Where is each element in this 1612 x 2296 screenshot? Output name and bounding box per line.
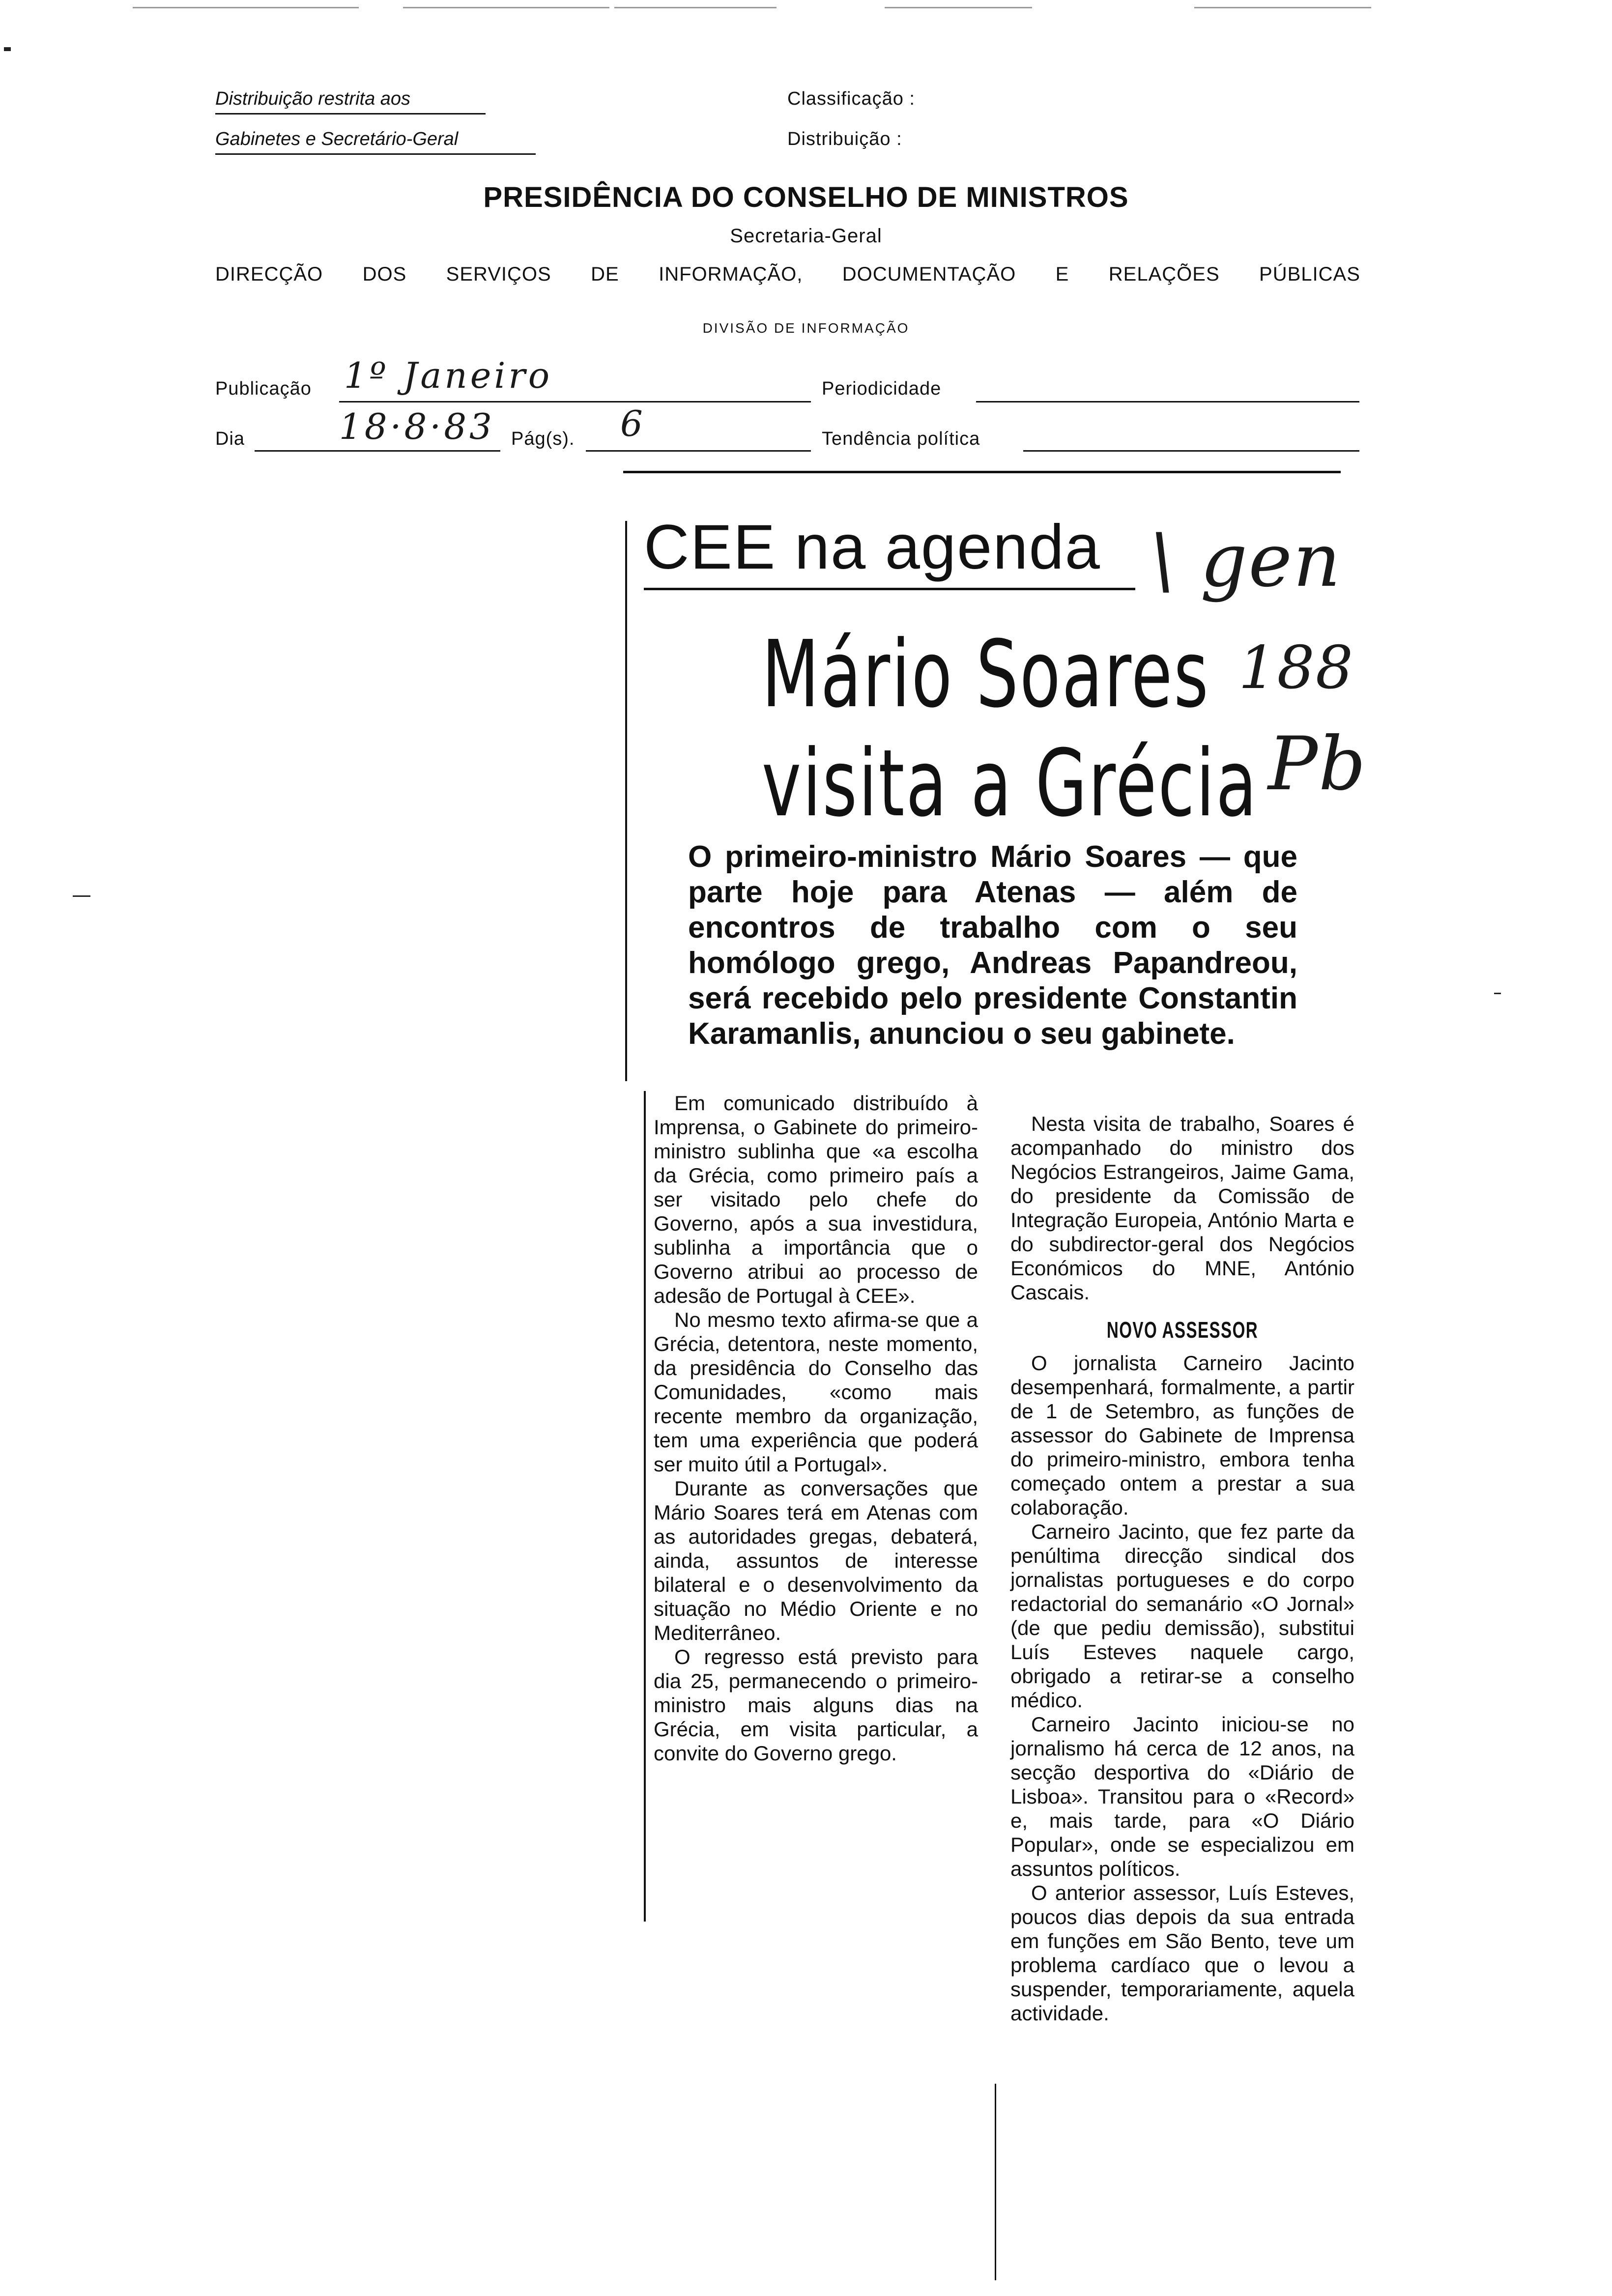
direccao-word: DIRECÇÃO: [215, 263, 323, 285]
page-title: PRESIDÊNCIA DO CONSELHO DE MINISTROS: [483, 181, 1129, 213]
divisao-label: DIVISÃO DE INFORMAÇÃO: [702, 320, 910, 336]
tendencia-label: Tendência política: [822, 429, 980, 449]
direccao-word: SERVIÇOS: [446, 263, 551, 285]
publicacao-field-line: [339, 401, 811, 402]
direccao-line: [215, 263, 1360, 286]
scan-mark: [73, 895, 90, 897]
direccao-word: DOS: [362, 263, 407, 285]
annotation-number: 188: [1238, 634, 1354, 702]
scan-rule: [885, 7, 1032, 8]
article-column-2: [1010, 1112, 1354, 2025]
pags-label: Pág(s).: [511, 429, 575, 449]
scan-rule: [403, 7, 609, 8]
column-left-rule: [644, 1091, 646, 1922]
pags-handwritten-value: 6: [620, 403, 646, 444]
direccao-word: INFORMAÇÃO,: [659, 263, 803, 285]
annotation-gen: \ gen: [1150, 518, 1342, 603]
scan-rule: [133, 7, 359, 8]
article-paragraph: Durante as conversações que Mário Soares terá em Atenas com as autoridades gregas, debaterá, ainda, assuntos de interesse bilateral e o desenvolvimento da situação no Médio Oriente e no Mediterrâneo.: [654, 1477, 978, 1644]
restricted-distribution-line2: Gabinetes e Secretário-Geral: [215, 129, 459, 149]
direccao-word: E: [1055, 263, 1069, 285]
periodicidade-label: Periodicidade: [822, 378, 942, 399]
pags-field-line: [586, 450, 811, 452]
publicacao-label: Publicação: [215, 378, 312, 399]
article-left-rule: [625, 521, 627, 1081]
article-headline: [762, 620, 1258, 838]
restricted-underline: [215, 153, 536, 155]
scan-mark: [1494, 993, 1501, 994]
dia-label: Dia: [215, 429, 245, 449]
scan-rule: [1194, 7, 1371, 8]
annotation-pb: Pb: [1268, 721, 1367, 807]
kicker-underline: [644, 588, 1135, 590]
direccao-word: DE: [591, 263, 619, 285]
page-subtitle: Secretaria-Geral: [730, 225, 882, 247]
scan-mark: [4, 47, 11, 51]
article-paragraph: O jornalista Carneiro Jacinto desempenhará, formalmente, a partir de 1 de Setembro, as funções de assessor do Gabinete de Imprensa do primeiro-ministro, embora tenha começado ontem a prestar a sua colaboração.: [1010, 1351, 1354, 1519]
article-paragraph: Carneiro Jacinto, que fez parte da penúltima direcção sindical dos jornalistas portugueses e do corpo redactorial do semanário «O Jornal» (de que pediu demissão), substitui Luís Esteves naquele cargo, obrigado a retirar-se a conselho médico.: [1010, 1520, 1354, 1712]
periodicidade-field-line: [976, 401, 1359, 402]
separator-rule: [623, 471, 1341, 473]
classificacao-label: Classificação :: [787, 88, 915, 109]
direccao-word: DOCUMENTAÇÃO: [842, 263, 1016, 285]
headline-line: visita a Grécia: [762, 730, 1258, 837]
article-paragraph: Em comunicado distribuído à Imprensa, o Gabinete do primeiro-ministro sublinha que «a escolha da Grécia, como primeiro país a ser visitado pelo chefe do Governo, após a sua investidura, sublinha a importância que o Governo atribui ao processo de adesão de Portugal à CEE».: [654, 1091, 978, 1307]
headline-line: Mário Soares: [762, 621, 1210, 728]
article-paragraph: O regresso está previsto para dia 25, permanecendo o primeiro-ministro mais alguns dias na Grécia, em visita particular, a convite do Governo grego.: [654, 1645, 978, 1765]
article-paragraph: Carneiro Jacinto iniciou-se no jornalismo há cerca de 12 anos, na secção desportiva do «Diário de Lisboa». Transitou para o «Record» e, mais tarde, para «O Diário Popular», onde se especializou em assuntos políticos.: [1010, 1713, 1354, 1880]
tendencia-field-line: [1023, 450, 1359, 452]
restricted-underline: [215, 113, 486, 115]
article-paragraph: No mesmo texto afirma-se que a Grécia, detentora, neste momento, da presidência do Conselho das Comunidades, «como mais recente membro da organização, tem uma experiência que poderá ser muito útil a Portugal».: [654, 1308, 978, 1476]
restricted-distribution-line1: Distribuição restrita aos: [215, 88, 411, 109]
direccao-word: RELAÇÕES: [1108, 263, 1220, 285]
article-column-1: [654, 1091, 978, 1765]
direccao-word: PÚBLICAS: [1259, 263, 1360, 285]
dia-handwritten-value: 18·8·83: [339, 406, 495, 447]
column-right-rule: [995, 2084, 996, 2280]
article-paragraph: O anterior assessor, Luís Esteves, poucos dias depois da sua entrada em funções em São Bento, teve um problema cardíaco que o levou a suspender, temporariamente, aquela actividade.: [1010, 1881, 1354, 2025]
article-subhead: NOVO ASSESSOR: [1106, 1317, 1259, 1343]
dia-field-line: [255, 450, 500, 452]
article-paragraph: Nesta visita de trabalho, Soares é acompanhado do ministro dos Negócios Estrangeiros, Jaime Gama, do presidente da Comissão de Integração Europeia, António Marta e do subdirector-geral dos Negócios Económicos do MNE, António Cascais.: [1010, 1112, 1354, 1304]
distribuicao-label: Distribuição :: [787, 129, 902, 149]
publicacao-handwritten-value: 1º Janeiro: [344, 355, 553, 396]
article-kicker: CEE na agenda: [644, 512, 1101, 582]
scan-rule: [614, 7, 777, 8]
article-lead: O primeiro-ministro Mário Soares — que parte hoje para Atenas — além de encontros de trabalho com o seu homólogo grego, Andreas Papandreou, será recebido pelo presidente Constantin Karamanlis, anunciou o seu gabinete.: [688, 840, 1297, 1051]
